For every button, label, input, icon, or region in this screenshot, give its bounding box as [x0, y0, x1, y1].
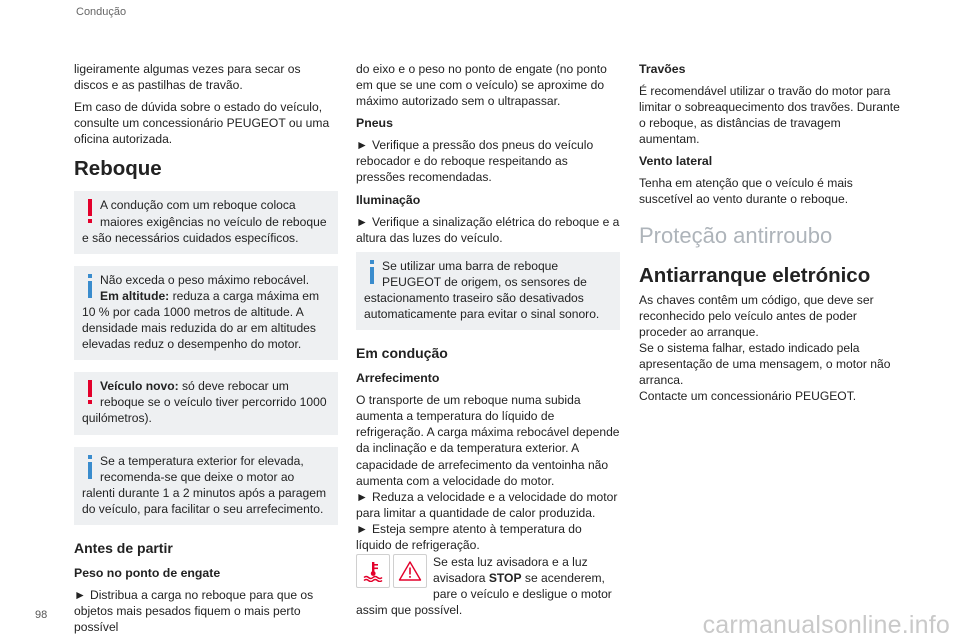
stop-label: STOP: [488, 571, 522, 586]
altitude-label: Em altitude:: [100, 288, 170, 303]
heading-arrefecimento: Arrefecimento: [356, 371, 440, 386]
pneus-paragraph: ► Verifique a pressão dos pneus do veículo rebocador e do reboque respeitando as pressões recomendadas.: [356, 138, 594, 185]
peso-paragraph: ► Distribua a carga no reboque para que os objetos mais pesados fiquem o mais perto possível: [74, 587, 314, 635]
antiarranque-paragraph-1: As chaves contêm um código, que deve ser reconhecido pelo veículo antes de poder proceder ao arranque.: [639, 292, 874, 339]
coolant-temperature-icon: [356, 554, 390, 588]
warning-note-2: [74, 372, 338, 434]
watermark: carmanualsonline.info: [702, 611, 950, 639]
info-note-3: [356, 252, 620, 330]
warning-mark-icon: [82, 378, 98, 406]
intro-paragraph-2: Em caso de dúvida sobre o estado do veículo, consulte um concessionário PEUGEOT ou uma oficina autorizada.: [74, 100, 330, 147]
antiarranque-paragraph-2: Se o sistema falhar, estado indicado pela apresentação de uma mensagem, o motor não arranca.: [639, 340, 891, 388]
bullet-arrow: ►: [356, 489, 368, 504]
warning-note-1: [74, 191, 338, 253]
column-2: [356, 61, 620, 624]
iluminacao-paragraph: ► Verifique a sinalização elétrica do reboque e a altura das luzes do veículo.: [356, 214, 620, 245]
heading-em-conducao: Em condução: [356, 345, 448, 362]
heading-pneus: Pneus: [356, 116, 393, 131]
heading-antiarranque: Antiarranque eletrónico: [639, 263, 871, 287]
heading-antes-de-partir: Antes de partir: [74, 539, 173, 556]
info-note-text: Se utilizar uma barra de reboque PEUGEOT de origem, os sensores de estacionamento traseiro são desativados automaticamente para evitar o sinal sonoro.: [364, 258, 600, 322]
heading-iluminacao: Iluminação: [356, 192, 421, 207]
info-mark-icon: [82, 272, 98, 300]
heading-travoes: Travões: [639, 62, 686, 76]
bullet-arrow: ►: [356, 214, 368, 229]
column-3: [639, 61, 903, 410]
info-note-2: [74, 447, 338, 525]
travoes-paragraph: É recomendável utilizar o travão do motor para limitar o sobreaquecimento dos travões. Durante o reboque, as distâncias de travagem aumentam.: [639, 84, 900, 147]
bullet-arrow: ►: [356, 138, 368, 153]
warning-mark-icon: [82, 197, 98, 225]
intro-paragraph-1: ligeiramente algumas vezes para secar os discos e as pastilhas de travão.: [74, 62, 301, 93]
vento-paragraph: Tenha em atenção que o veículo é mais suscetível ao vento durante o reboque.: [639, 176, 853, 207]
section-header: Condução: [76, 6, 127, 18]
heading-protecao-antirroubo: Proteção antirroubo: [639, 222, 833, 248]
info-note-1: [74, 266, 338, 360]
info-mark-icon: [82, 453, 98, 481]
peso-continued: do eixo e o peso no ponto de engate (no ponto em que se une com o veículo) se aproxime do máximo autorizado sem o ultrapassar.: [356, 62, 607, 109]
warning-note-text: A condução com um reboque coloca maiores exigências no veículo de reboque e são necessários cuidados específicos.: [82, 198, 327, 245]
arrefecimento-bullet-2: ► Esteja sempre atento à temperatura do líquido de refrigeração.: [356, 521, 582, 552]
warning-lights-paragraph: Se esta luz avisadora e a luz avisadora STOP se acenderem, pare o veículo e desligue o motor assim que possível.: [356, 555, 612, 618]
page-number: 98: [35, 609, 48, 621]
altitude-text: reduza a carga máxima em 10 % por cada 1000 metros de altitude. A densidade mais reduzida do ar em altitudes elevadas reduz o desempenho do motor.: [82, 288, 320, 352]
heading-vento-lateral: Vento lateral: [639, 154, 713, 169]
heading-reboque: Reboque: [74, 157, 162, 181]
arrefecimento-bullet-1: ► Reduza a velocidade e a velocidade do motor para limitar a quantidade de calor produzida.: [356, 489, 618, 520]
info-mark-icon: [364, 258, 380, 286]
info-note-line-1: Não exceda o peso máximo rebocável.: [100, 272, 310, 287]
bullet-arrow: ►: [356, 521, 368, 536]
new-vehicle-text: só deve rebocar um reboque se o veículo tiver percorrido 1000 quilómetros).: [82, 379, 327, 426]
arrefecimento-paragraph: O transporte de um reboque numa subida aumenta a temperatura do líquido de refrigeração. A carga máxima rebocável depende da inclinação e da temperatura exterior. A capacidade de arrefecimento da ventoinha não aumenta com a velocidade do motor.: [356, 393, 620, 488]
bullet-arrow: ►: [74, 587, 86, 602]
heading-peso-engate: Peso no ponto de engate: [74, 565, 221, 580]
warning-lights-icons: [356, 554, 427, 588]
info-note-text: Se a temperatura exterior for elevada, recomenda-se que deixe o motor ao ralenti durante 1 a 2 minutos após a paragem do veículo, para facilitar o seu arrefecimento.: [82, 453, 327, 516]
column-1: [74, 61, 338, 641]
warning-triangle-icon: [393, 554, 427, 588]
new-vehicle-label: Veículo novo:: [100, 379, 179, 394]
antiarranque-paragraph-3: Contacte um concessionário PEUGEOT.: [639, 389, 857, 404]
